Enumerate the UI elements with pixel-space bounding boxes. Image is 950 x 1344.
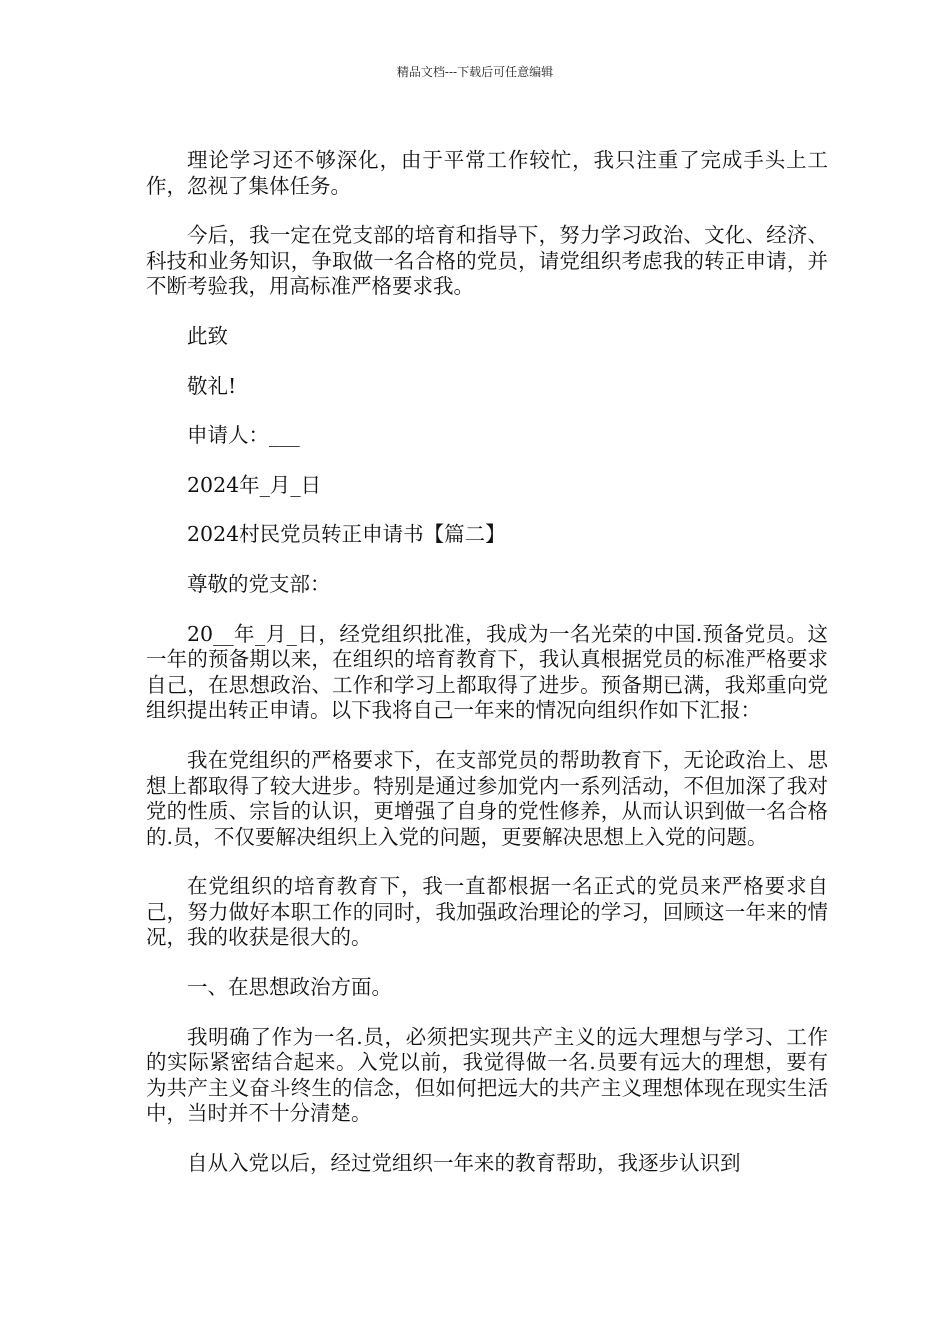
page-header: 精品文档---下载后可任意编辑 (396, 65, 554, 79)
paragraph-intro: 20__年_月_日，经党组织批准，我成为一名光荣的中国.预备党员。这一年的预备期以来，在组织的培育教育下，我认真根据党员的标准严格要求自己，在思想政治、工作和学习上都取得了进步。预备期已满，我郑重向党组织提出转正申请。以下我将自己一年来的情况向组织作如下汇报： (146, 621, 828, 723)
document-body (146, 148, 828, 1201)
paragraph-self-requirement: 在党组织的培育教育下，我一直都根据一名正式的党员来严格要求自己，努力做好本职工作的同时，我加强政治理论的学习，回顾这一年来的情况，我的收获是很大的。 (146, 874, 828, 950)
greeting-line: 尊敬的党支部： (187, 571, 331, 596)
closing-respect: 敬礼! (187, 373, 237, 398)
paragraph-study-shortcoming: 理论学习还不够深化，由于平常工作较忙，我只注重了完成手头上工作，忽视了集体任务。 (146, 148, 828, 198)
closing-salutation: 此致 (187, 323, 228, 348)
paragraph-progress: 我在党组织的严格要求下，在支部党员的帮助教育下，无论政治上、思想上都取得了较大进步。特别是通过参加党内一系列活动，不但加深了我对党的性质、宗旨的认识，更增强了自身的党性修养，从而认识到做一名合格的.员，不仅要解决组织上入党的问题，更要解决思想上入党的问题。 (146, 747, 828, 849)
paragraph-future-commitment: 今后，我一定在党支部的培育和指导下，努力学习政治、文化、经济、科技和业务知识，争取做一名合格的党员，请党组织考虑我的转正申请，并不断考验我，用高标准严格要求我。 (146, 223, 828, 299)
date-line: 2024年_月_日 (187, 472, 322, 497)
applicant-line: 申请人：___ (187, 423, 300, 448)
section-title-part-two: 2024村民党员转正申请书【篇二】 (187, 522, 506, 547)
paragraph-since-joining: 自从入党以后，经过党组织一年来的教育帮助，我逐步认识到 (187, 1151, 741, 1176)
heading-political-thought: 一、在思想政治方面。 (187, 975, 392, 1000)
paragraph-ideals: 我明确了作为一名.员，必须把实现共产主义的远大理想与学习、工作的实际紧密结合起来。入党以前，我觉得做一名.员要有远大的理想，要有为共产主义奋斗终生的信念，但如何把远大的共产主义理想体现在现实生活中，当时并不十分清楚。 (146, 1024, 828, 1126)
